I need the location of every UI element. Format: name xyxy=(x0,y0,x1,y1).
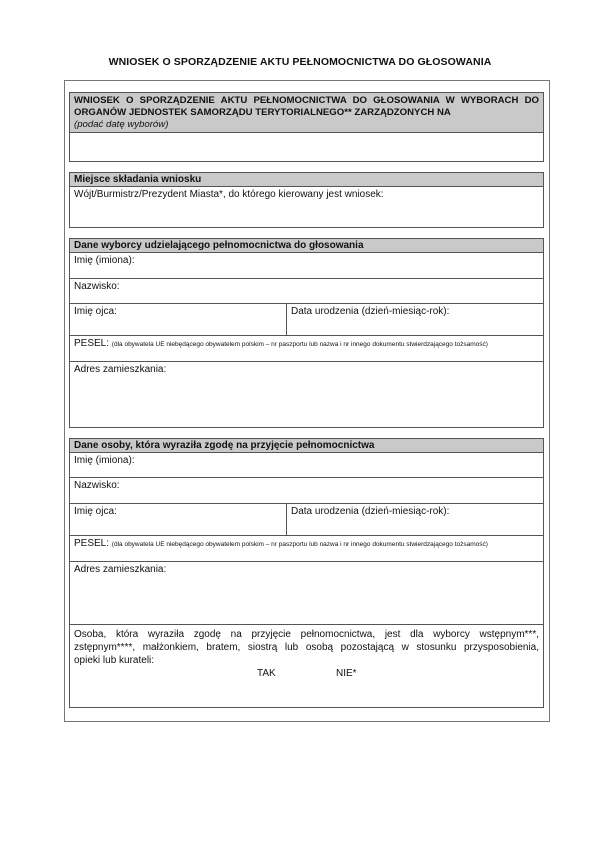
proxy-father-name-label: Imię ojca: xyxy=(74,506,117,517)
proxy-father-birth-row xyxy=(70,504,543,536)
proxy-last-name-label: Nazwisko: xyxy=(74,480,120,491)
relation-statement xyxy=(70,625,543,707)
yes-option[interactable]: TAK xyxy=(257,668,276,679)
request-line-1: WNIOSEK O SPORZĄDZENIE AKTU PEŁNOMOCNICTWA DO GŁOSOWANIA W WYBORACH DO xyxy=(74,95,539,106)
voter-address-label: Adres zamieszkania: xyxy=(74,364,167,375)
voter-header: Dane wyborcy udzielającego pełnomocnictwa do głosowania xyxy=(70,239,543,253)
relation-line-3: opieki lub kurateli: xyxy=(74,655,155,666)
document-title: WNIOSEK O SPORZĄDZENIE AKTU PEŁNOMOCNICTWA DO GŁOSOWANIA xyxy=(108,56,492,68)
voter-section xyxy=(69,238,544,428)
voter-last-name-label: Nazwisko: xyxy=(74,281,120,292)
voter-pesel-note: (dla obywatela UE niebędącego obywatelem polskim – nr paszportu lub nazwa i nr innego dokumentu stwierdzającego tożsamość) xyxy=(111,341,488,348)
authority-label: Wójt/Burmistrz/Prezydent Miasta*, do którego kierowany jest wniosek: xyxy=(74,189,384,200)
request-line-2: ORGANÓW JEDNOSTEK SAMORZĄDU TERYTORIALNEGO** ZARZĄDZONYCH NA xyxy=(74,107,451,118)
election-date-field[interactable] xyxy=(70,133,543,159)
proxy-last-name-field[interactable] xyxy=(70,478,543,504)
voter-birth-date-label: Data urodzenia (dzień-miesiąc-rok): xyxy=(291,306,450,317)
proxy-pesel-note: (dla obywatela UE niebędącego obywatelem polskim – nr paszportu lub nazwa i nr innego dokumentu stwierdzającego tożsamość) xyxy=(111,541,488,548)
election-date-hint: (podać datę wyborów) xyxy=(74,119,169,130)
proxy-pesel-label: PESEL: xyxy=(74,538,110,549)
proxy-address-field[interactable] xyxy=(70,562,543,625)
no-option[interactable]: NIE* xyxy=(336,668,357,679)
proxy-father-name-field[interactable] xyxy=(70,504,287,535)
voter-address-field[interactable] xyxy=(70,362,543,427)
proxy-pesel-field[interactable] xyxy=(70,536,543,562)
proxy-first-name-label: Imię (imiona): xyxy=(74,455,135,466)
voter-pesel-label: PESEL: xyxy=(74,338,110,349)
relation-line-2: zstępnym****, małżonkiem, bratem, siostrą lub osobą pozostającą w stosunku przysposobienia, xyxy=(74,642,539,653)
voter-first-name-label: Imię (imiona): xyxy=(74,255,135,266)
election-request-section xyxy=(69,92,544,162)
voter-father-name-label: Imię ojca: xyxy=(74,306,117,317)
voter-father-name-field[interactable] xyxy=(70,304,287,335)
proxy-first-name-field[interactable] xyxy=(70,453,543,478)
voter-last-name-field[interactable] xyxy=(70,279,543,304)
submission-place-header: Miejsce składania wniosku xyxy=(70,173,543,187)
proxy-address-label: Adres zamieszkania: xyxy=(74,564,167,575)
election-request-header xyxy=(70,93,543,133)
authority-field[interactable] xyxy=(70,187,543,227)
submission-place-section xyxy=(69,172,544,228)
proxy-header: Dane osoby, która wyraziła zgodę na przyjęcie pełnomocnictwa xyxy=(70,439,543,453)
voter-birth-date-field[interactable] xyxy=(287,304,453,335)
proxy-birth-date-field[interactable] xyxy=(287,504,453,535)
voter-pesel-field[interactable] xyxy=(70,336,543,362)
voter-father-birth-row xyxy=(70,304,543,336)
voter-first-name-field[interactable] xyxy=(70,253,543,279)
proxy-section xyxy=(69,438,544,708)
relation-line-1: Osoba, która wyraziła zgodę na przyjęcie pełnomocnictwa, jest dla wyborcy wstępnym***, xyxy=(74,629,539,640)
proxy-birth-date-label: Data urodzenia (dzień-miesiąc-rok): xyxy=(291,506,450,517)
